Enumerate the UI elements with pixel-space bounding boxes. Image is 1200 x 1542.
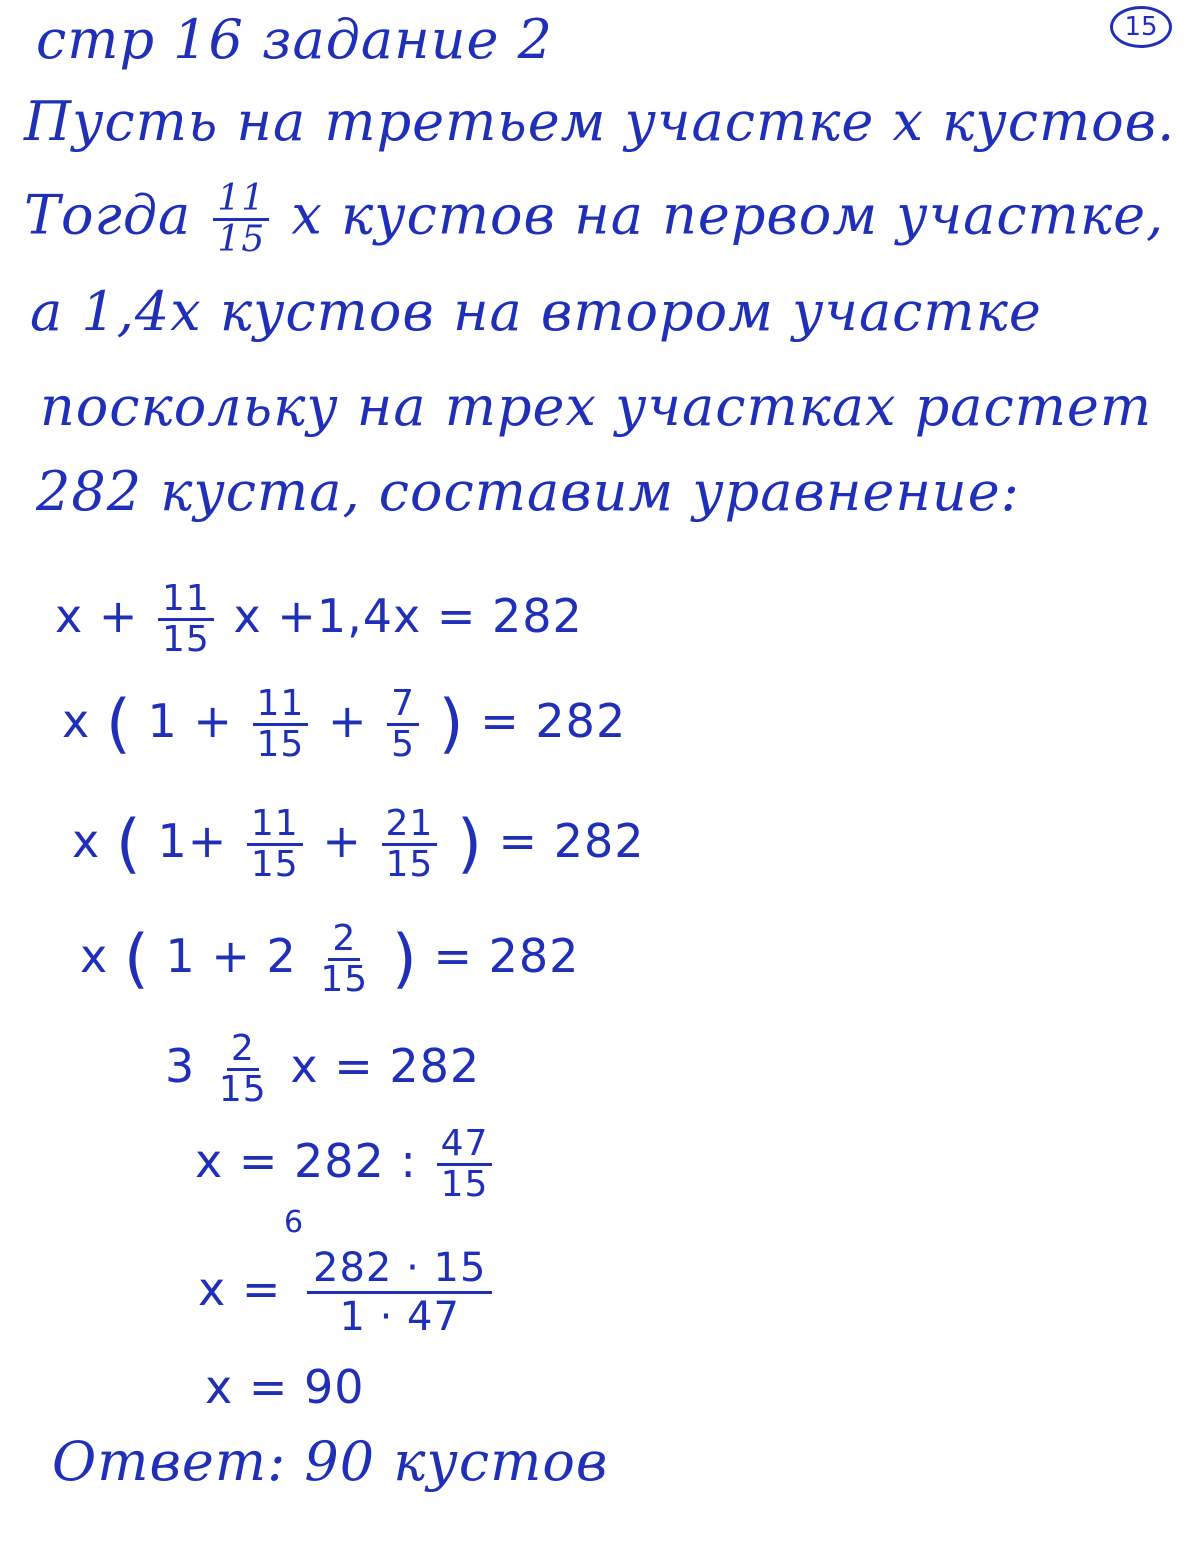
fraction-2-15: $\frac{2}{15}$ (218, 1028, 267, 1110)
page-number-badge: 15 (1110, 6, 1172, 48)
fraction-11-15: $\frac{11}{15}$ (158, 580, 214, 659)
equation-2: x ( 1 + $\frac{11}{15}$ + $\frac{7}{5}$ ) = 282 (62, 683, 627, 765)
prose-then: Тогда (24, 183, 192, 247)
fraction-21-15: $\frac{21}{15}$ (382, 805, 438, 884)
prose-line-5: 282 куста, составим уравнение: (36, 460, 1020, 523)
fraction-11-15: $\frac{11}{15}$ (213, 180, 269, 259)
equation-8: x = 90 (205, 1360, 365, 1414)
fraction-cancel: $\frac{282 \cdot 15}{1 \cdot 47}$ (307, 1245, 492, 1340)
fraction-7-5: $\frac{7}{5}$ (387, 685, 419, 764)
task-header: стр 16 задание 2 (36, 8, 553, 71)
prose-line-1: Пусть на третьем участке х кустов. (24, 90, 1176, 153)
equation-1: x + $\frac{11}{15}$ x +1,4x = 282 (55, 578, 583, 660)
fraction-11-15: $\frac{11}{15}$ (247, 805, 303, 884)
equation-6: x = 282 : $\frac{47}{15}$ (195, 1125, 496, 1204)
prose-line-3: а 1,4х кустов на втором участке (30, 280, 1042, 343)
fraction-11-15: $\frac{11}{15}$ (253, 685, 309, 764)
prose-line-2 (24, 180, 1164, 259)
cancel-annotation: 6 (284, 1205, 304, 1240)
equation-3: x ( 1+ $\frac{11}{15}$ + $\frac{21}{15}$ ) = 282 (72, 803, 645, 885)
prose-line-4: поскольку на трех участках растет (40, 375, 1153, 438)
fraction-47-15: $\frac{47}{15}$ (437, 1125, 493, 1204)
prose-first-plot: х кустов на первом участке, (291, 183, 1165, 247)
fraction-2-15: $\frac{2}{15}$ (320, 918, 369, 1000)
answer-line: Ответ: 90 кустов (52, 1430, 609, 1493)
equation-5: 3 $\frac{2}{15}$ x = 282 (165, 1028, 481, 1110)
equation-4: x ( 1 + 2 $\frac{2}{15}$ ) = 282 (80, 918, 580, 1000)
equation-7: x = $\frac{282 \cdot 15}{1 \cdot 47}$ (198, 1245, 492, 1340)
